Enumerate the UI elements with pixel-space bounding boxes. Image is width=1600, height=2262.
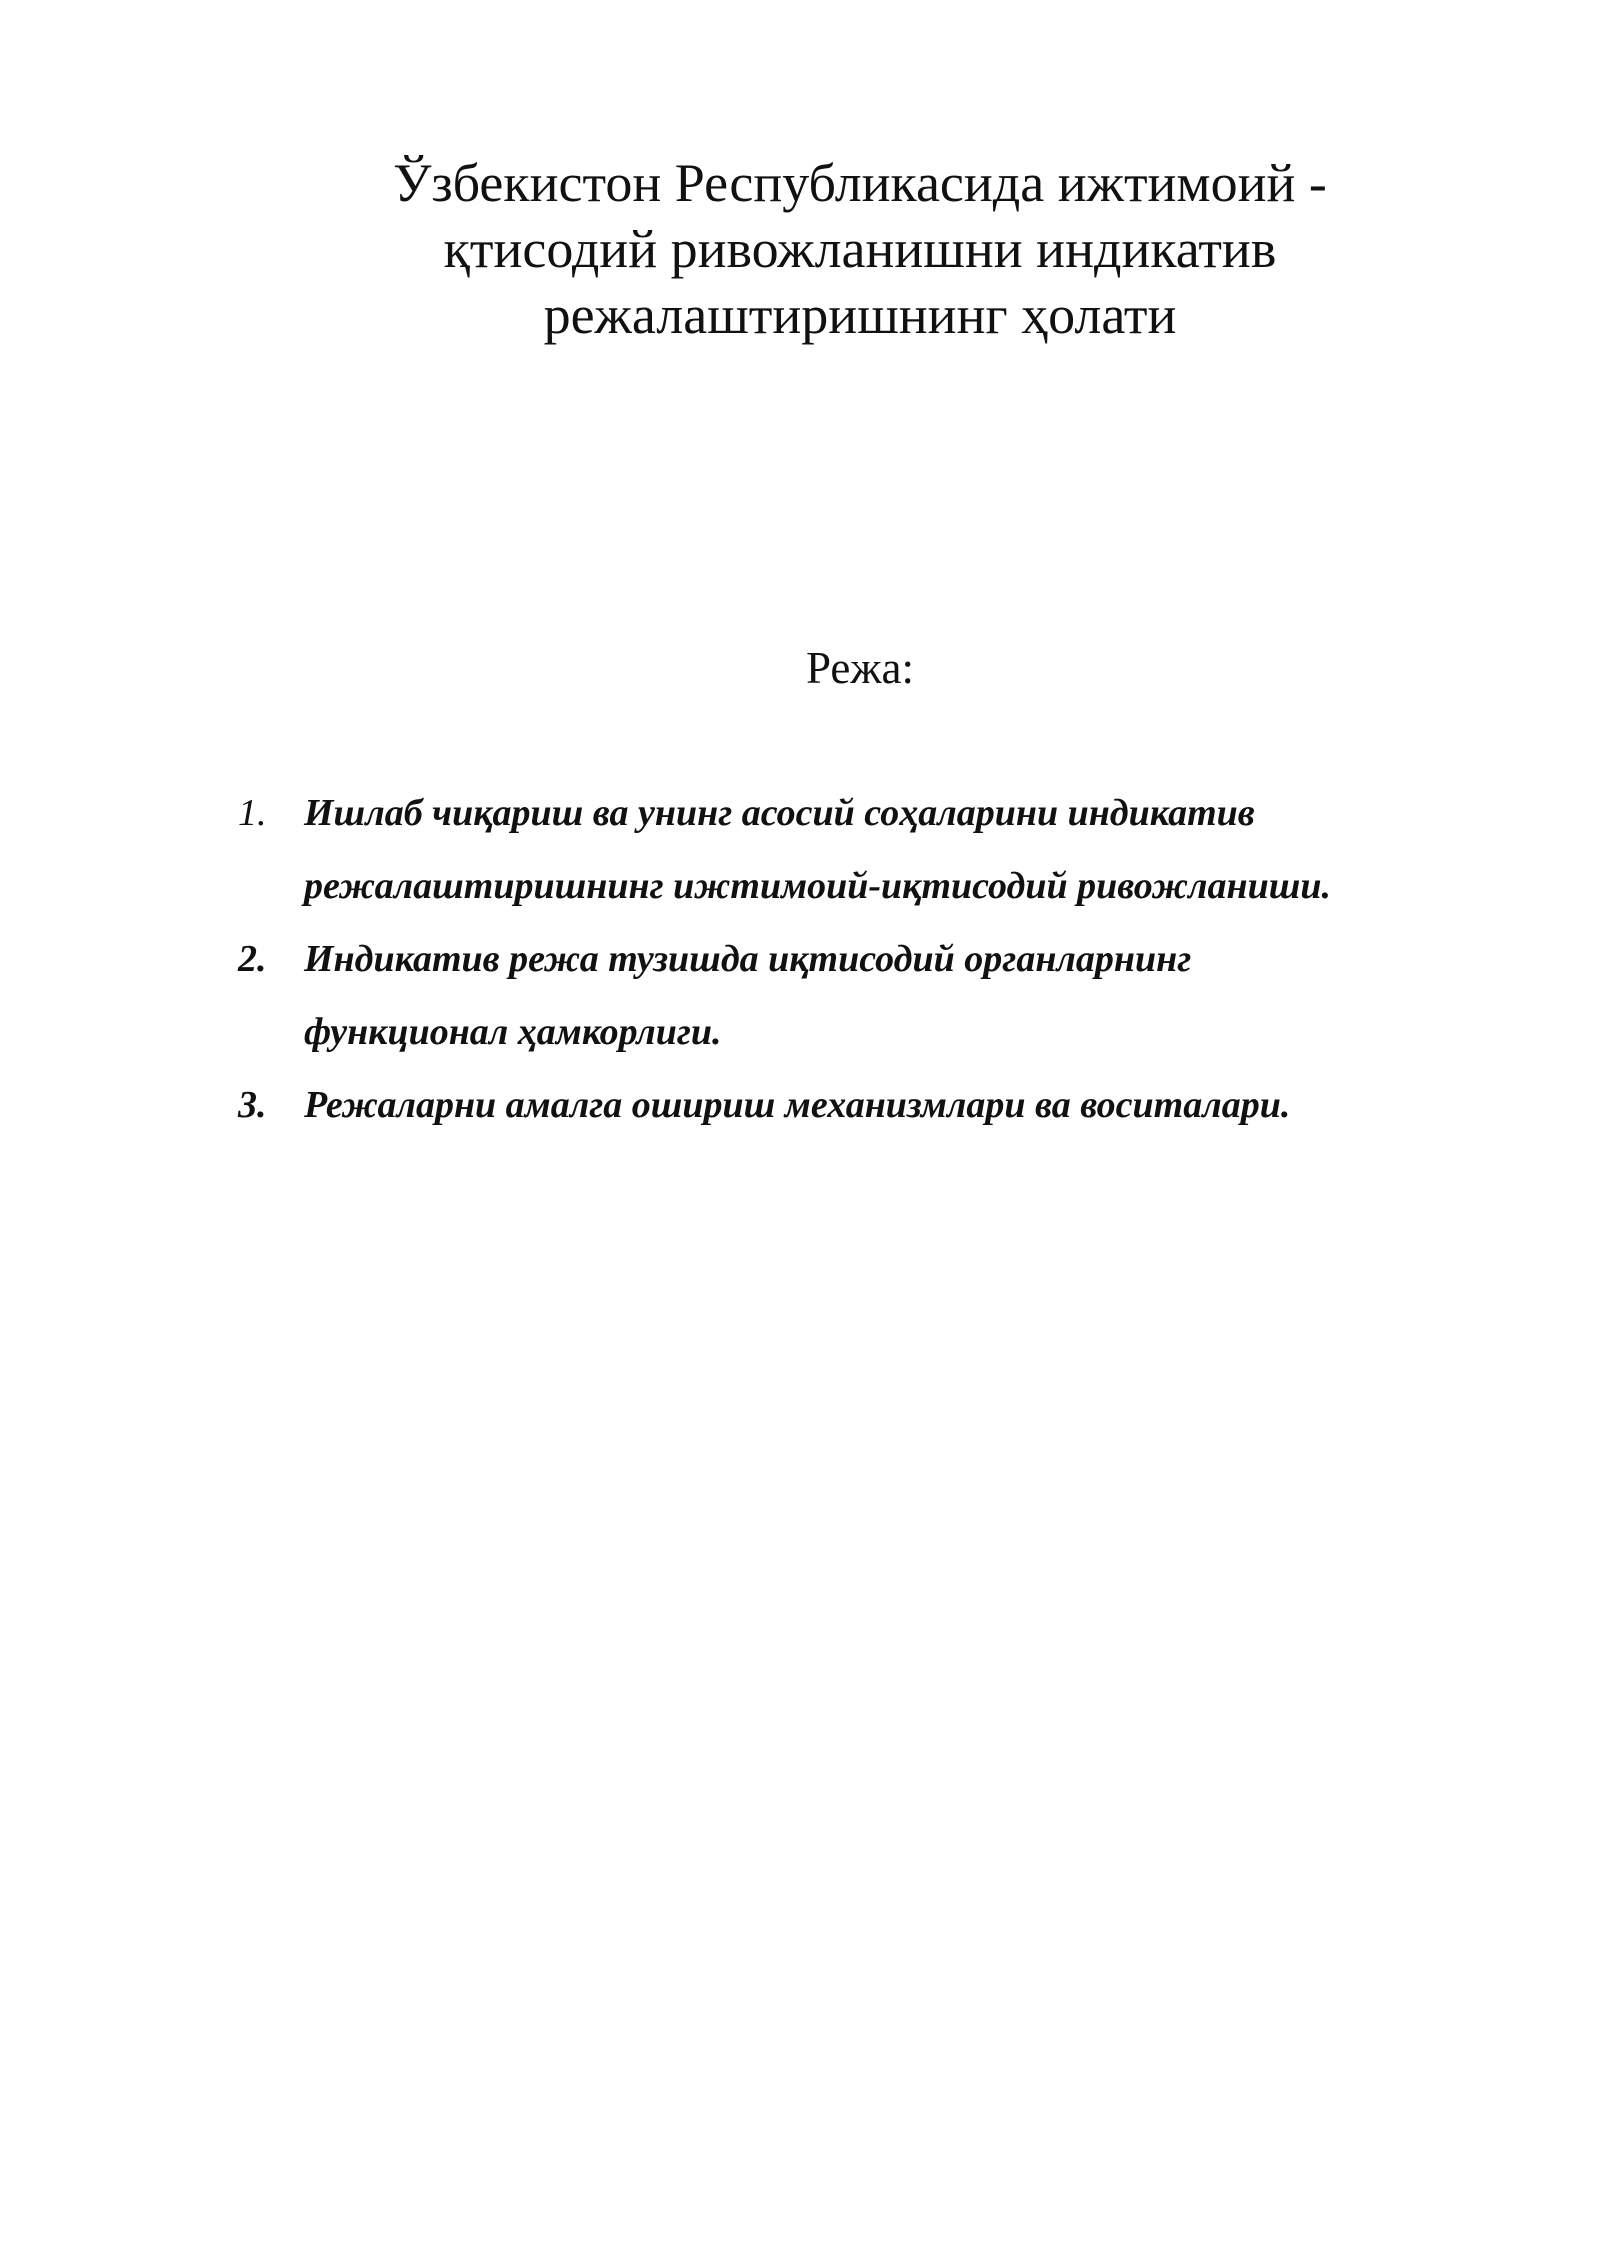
plan-item-text-line: Ишлаб чиқариш ва унинг асосий соҳаларини индикатив [304,792,1255,834]
plan-heading: Режа: [806,643,914,693]
plan-item-text-line: функционал ҳамкорлиги. [304,1011,722,1053]
title-line-1: Ўзбекистон Республикасида ижтимоий - [393,153,1327,213]
plan-item-3 [238,1069,1538,1142]
plan-item-1 [238,777,1538,923]
title-line-2: қтисодий ривожланишни индикатив [443,219,1277,279]
plan-item-number: 3. [238,1084,267,1126]
plan-item-number: 2. [238,938,267,980]
title-line-3: режалаштиришнинг ҳолати [543,285,1177,345]
plan-list [238,777,1538,1142]
plan-item-2 [238,923,1538,1069]
plan-item-text-line: Режаларни амалга ошириш механизмлари ва воситалари. [304,1084,1291,1126]
plan-item-text-line: режалаштиришнинг ижтимоий-иқтисодий ривожланиши. [304,865,1332,907]
plan-item-text-line: Индикатив режа тузишда иқтисодий органларнинг [304,938,1192,980]
document-title [250,150,1470,348]
plan-item-number: 1. [238,792,267,834]
